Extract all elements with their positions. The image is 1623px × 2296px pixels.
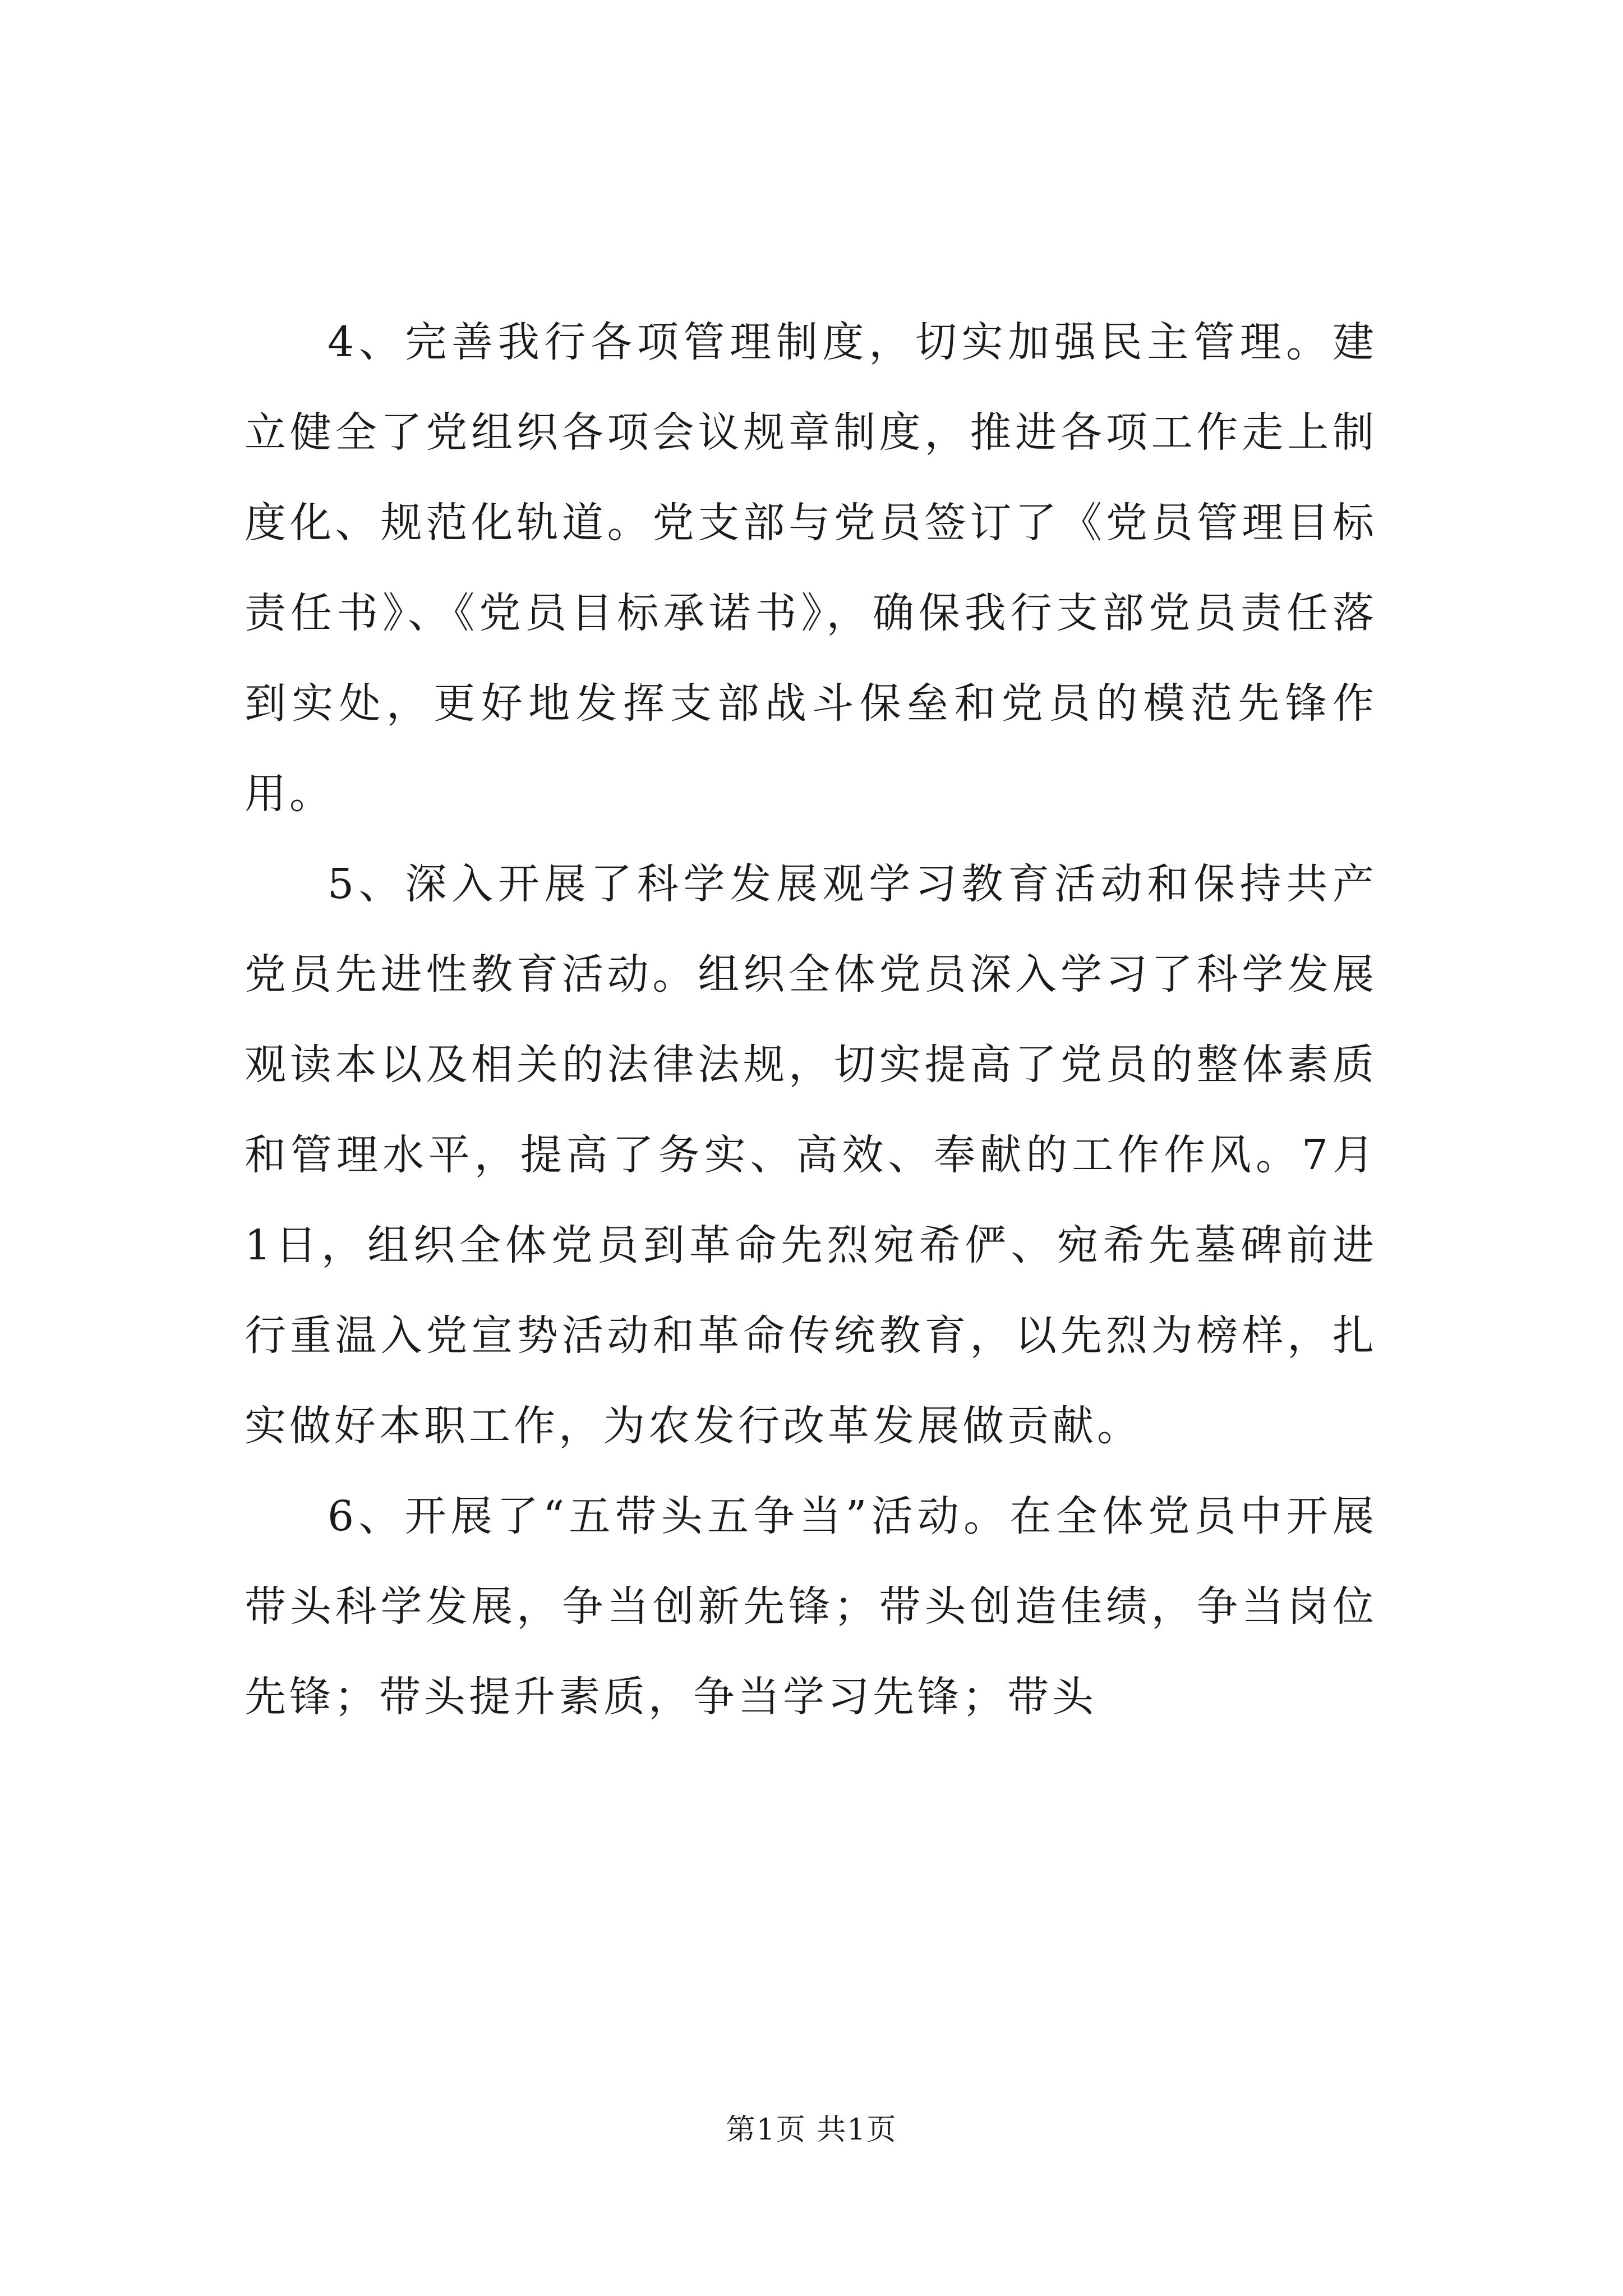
page-footer: 第1页 共1页 xyxy=(726,2113,897,2147)
document-body xyxy=(245,297,1377,1742)
paragraph-4: 4、完善我行各项管理制度，切实加强民主管理。建立健全了党组织各项会议规章制度，推进各项工作走上制度化、规范化轨道。党支部与党员签订了《党员管理目标责任书》、《党员目标承诺书》，确保我行支部党员责任落到实处，更好地发挥支部战斗保垒和党员的模范先锋作用。 xyxy=(245,318,1377,818)
paragraph-5: 5、深入开展了科学发展观学习教育活动和保持共产党员先进性教育活动。组织全体党员深入学习了科学发展观读本以及相关的法律法规，切实提高了党员的整体素质和管理水平，提高了务实、高效、奉献的工作作风。7月1日，组织全体党员到革命先烈宛希俨、宛希先墓碑前进行重温入党宣势活动和革命传统教育，以先烈为榜样，扎实做好本职工作，为农发行改革发展做贡献。 xyxy=(245,860,1377,1450)
paragraph-6: 6、开展了“五带头五争当”活动。在全体党员中开展带头科学发展，争当创新先锋；带头创造佳绩，争当岗位先锋；带头提升素质，争当学习先锋；带头 xyxy=(245,1492,1377,1721)
